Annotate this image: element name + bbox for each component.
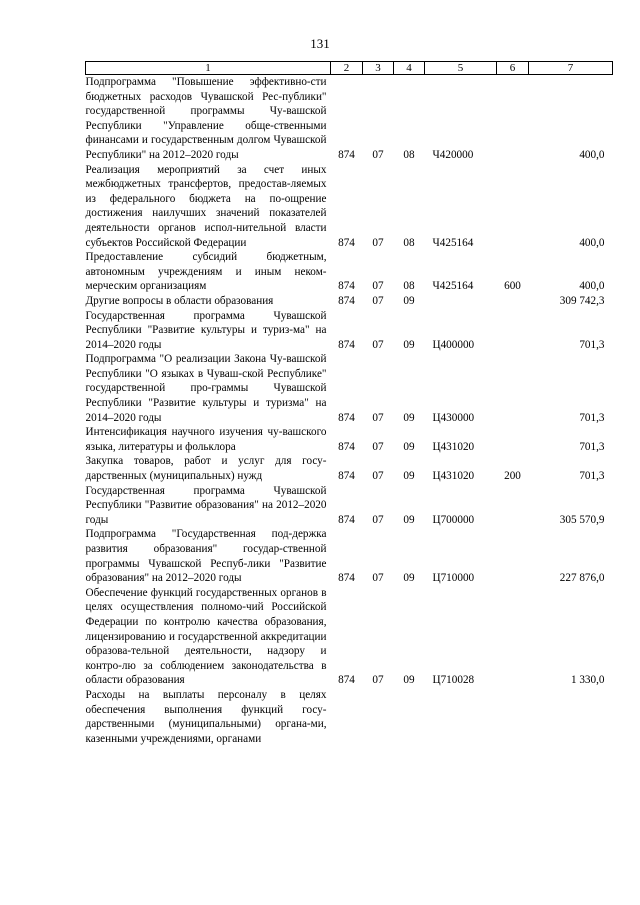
row-target xyxy=(425,688,497,746)
row-amount: 400,0 xyxy=(579,280,605,293)
row-amount: 701,3 xyxy=(579,411,605,424)
row-section: 07 xyxy=(372,280,384,293)
table-row xyxy=(86,527,613,585)
row-target: Ц710000 xyxy=(432,572,475,585)
row-subsection: 09 xyxy=(403,513,415,526)
row-expense-type xyxy=(497,309,529,353)
table-row xyxy=(86,75,613,163)
row-ministry: 874 xyxy=(338,674,355,687)
header-col-7: 7 xyxy=(529,62,613,75)
row-section: 07 xyxy=(372,470,384,483)
row-amount: 400,0 xyxy=(579,236,605,249)
row-subsection: 09 xyxy=(403,440,415,453)
row-description: Обеспечение функций государственных органов в целях осуществления полномо-чий Российской Федерации по контролю качества образования, лицензированию и государственной аккредитации образова-тельной деятельности, надзору и контро-лю за соблюдением законодательства в области образования xyxy=(85,586,327,687)
row-section: 07 xyxy=(372,440,384,453)
row-subsection: 09 xyxy=(403,294,415,307)
row-section: 07 xyxy=(372,338,384,351)
row-description: Другие вопросы в области образования xyxy=(85,294,274,307)
row-target xyxy=(425,294,497,309)
row-expense-type xyxy=(497,75,529,163)
row-amount: 701,3 xyxy=(579,338,605,351)
table-row xyxy=(86,484,613,528)
table-row xyxy=(86,586,613,688)
row-ministry xyxy=(331,688,363,746)
row-description: Интенсификация научного изучения чу-вашского языка, литературы и фольклора xyxy=(85,426,327,453)
row-description: Закупка товаров, работ и услуг для госу-дарственных (муниципальных) нужд xyxy=(85,455,327,483)
row-subsection xyxy=(394,688,425,746)
budget-table xyxy=(85,61,613,746)
row-subsection: 09 xyxy=(403,572,415,585)
table-row xyxy=(86,163,613,251)
row-section xyxy=(363,688,394,746)
row-section: 07 xyxy=(372,294,384,307)
row-subsection: 09 xyxy=(403,411,415,424)
row-section: 07 xyxy=(372,513,384,526)
row-amount: 227 876,0 xyxy=(559,572,605,585)
header-col-1: 1 xyxy=(86,62,331,75)
row-amount xyxy=(529,688,613,746)
header-col-6: 6 xyxy=(497,62,529,75)
row-subsection: 08 xyxy=(403,148,415,161)
row-section: 07 xyxy=(372,674,384,687)
table-row xyxy=(86,294,613,309)
row-expense-type xyxy=(497,527,529,585)
row-section: 07 xyxy=(372,411,384,424)
row-target: Ц700000 xyxy=(432,513,475,526)
row-subsection: 08 xyxy=(403,236,415,249)
row-description: Расходы на выплаты персоналу в целях обеспечения выполнения функций госу-дарственными (муниципальными) органа-ми, казенными учреждениями, органами xyxy=(85,688,327,745)
row-section: 07 xyxy=(372,572,384,585)
row-target: Ц431020 xyxy=(432,470,475,483)
row-ministry: 874 xyxy=(338,470,355,483)
row-expense-type xyxy=(497,425,529,454)
row-ministry: 874 xyxy=(338,236,355,249)
row-ministry: 874 xyxy=(338,411,355,424)
row-amount: 1 330,0 xyxy=(570,674,605,687)
row-amount: 309 742,3 xyxy=(559,294,605,307)
header-col-2: 2 xyxy=(331,62,363,75)
row-expense-type xyxy=(497,352,529,425)
row-expense-type xyxy=(497,586,529,688)
row-target: Ц400000 xyxy=(432,338,475,351)
row-ministry: 874 xyxy=(338,280,355,293)
header-row xyxy=(86,62,613,75)
row-amount: 400,0 xyxy=(579,148,605,161)
row-target: Ч425164 xyxy=(432,280,474,293)
row-expense-type xyxy=(497,484,529,528)
row-subsection: 08 xyxy=(403,280,415,293)
row-target: Ч425164 xyxy=(432,236,474,249)
row-amount: 305 570,9 xyxy=(559,513,605,526)
header-col-4: 4 xyxy=(394,62,425,75)
table-row xyxy=(86,250,613,294)
row-ministry: 874 xyxy=(338,440,355,453)
row-target: Ц710028 xyxy=(432,674,475,687)
table-row xyxy=(86,454,613,483)
row-expense-type xyxy=(497,294,529,309)
row-target: Ч420000 xyxy=(432,148,474,161)
row-subsection: 09 xyxy=(403,338,415,351)
table-row xyxy=(86,309,613,353)
row-section: 07 xyxy=(372,236,384,249)
row-ministry: 874 xyxy=(338,294,355,307)
row-expense-type xyxy=(497,688,529,746)
row-target: Ц430000 xyxy=(432,411,475,424)
row-amount: 701,3 xyxy=(579,470,605,483)
row-ministry: 874 xyxy=(338,338,355,351)
row-description: Государственная программа Чувашской Республики "Развитие образования" на 2012–2020 годы xyxy=(85,484,327,526)
row-ministry: 874 xyxy=(338,513,355,526)
row-target: Ц431020 xyxy=(432,440,475,453)
row-expense-type: 600 xyxy=(504,280,521,293)
row-ministry: 874 xyxy=(338,148,355,161)
row-subsection: 09 xyxy=(403,674,415,687)
header-col-5: 5 xyxy=(425,62,497,75)
row-expense-type xyxy=(497,163,529,251)
table-body xyxy=(86,75,613,747)
row-description: Подпрограмма "Государственная под-держка развития образования" государ-ственной программы Чувашской Респуб-лики "Развитие образования" на 2012–2020 годы xyxy=(85,528,327,585)
page-number: 131 xyxy=(310,36,330,51)
row-description: Государственная программа Чувашской Республики "Развитие культуры и туриз-ма" на 2014–2020 годы xyxy=(85,309,327,351)
table-row xyxy=(86,688,613,746)
row-amount: 701,3 xyxy=(579,440,605,453)
row-ministry: 874 xyxy=(338,572,355,585)
row-section: 07 xyxy=(372,148,384,161)
row-subsection: 09 xyxy=(403,470,415,483)
row-description: Предоставление субсидий бюджетным, автономным учреждениям и иным неком-мерческим организациям xyxy=(85,251,327,293)
header-col-3: 3 xyxy=(363,62,394,75)
row-expense-type: 200 xyxy=(504,470,521,483)
row-description: Подпрограмма "Повышение эффективно-сти бюджетных расходов Чувашской Рес-публики" государственной программы Чу-вашской Республики "Управление обще-ственными финансами и государственным долгом Чувашской Республики" на 2012–2020 годы xyxy=(85,76,327,161)
table-row xyxy=(86,352,613,425)
table-row xyxy=(86,425,613,454)
row-description: Реализация мероприятий за счет иных межбюджетных трансфертов, предостав-ляемых из федерального бюджета на по-ощрение достижения наилучших значений показателей деятельности органов испол-нительной власти субъектов Российской Федерации xyxy=(85,163,327,249)
row-description: Подпрограмма "О реализации Закона Чу-вашской Республики "О языках в Чуваш-ской Республике" государственной про-граммы Чувашской Республики "Развитие культуры и туризма" на 2014–2020 годы xyxy=(85,353,327,424)
table-header xyxy=(86,62,613,75)
